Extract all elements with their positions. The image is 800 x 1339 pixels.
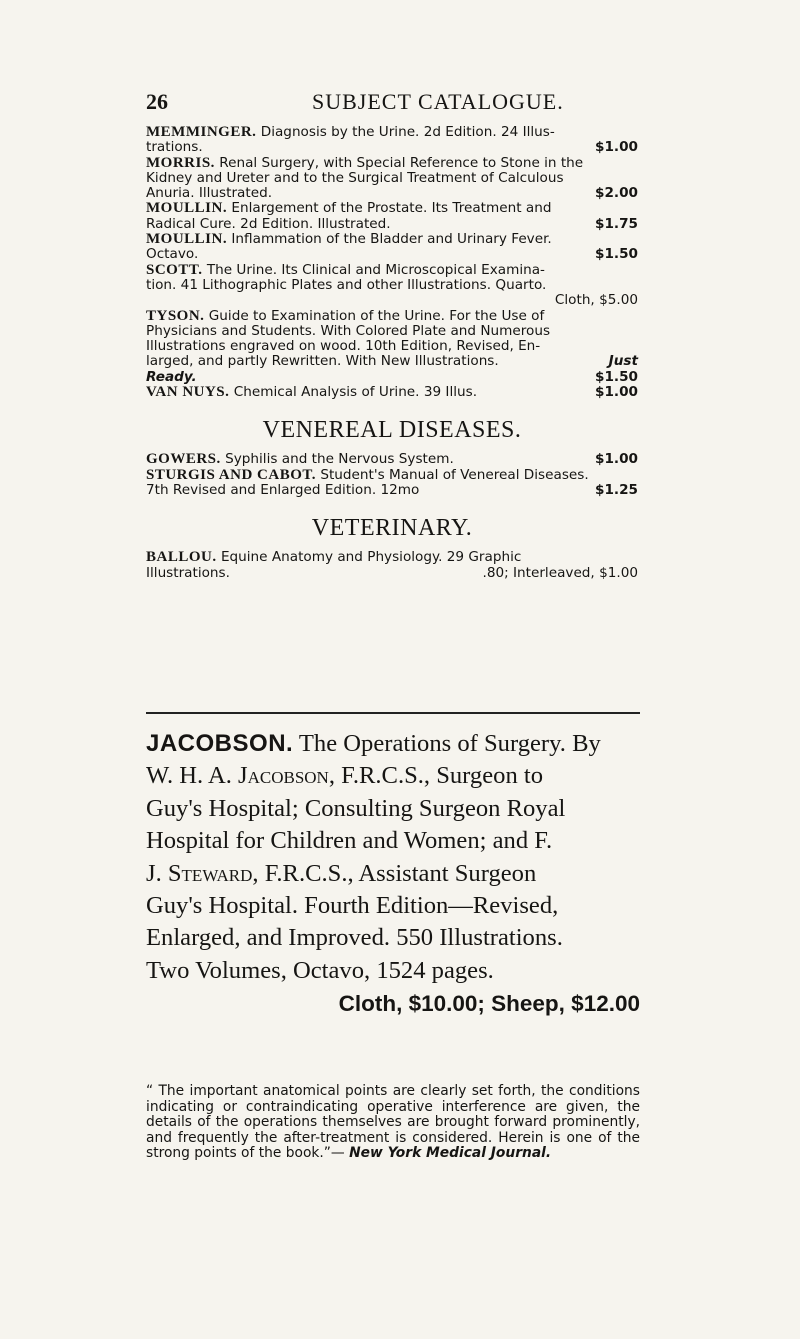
feature-author: JACOBSON. bbox=[146, 730, 294, 757]
featured-entry bbox=[146, 728, 640, 1021]
entry-text-cont: 7th Revised and Enlarged Edition. 12mo bbox=[146, 481, 420, 498]
entry-text-cont: Illustrations. bbox=[146, 564, 230, 581]
feature-line: W. H. A. bbox=[146, 762, 239, 790]
entry-text: Chemical Analysis of Urine. 39 Illus. bbox=[233, 384, 478, 401]
entry-price: $1.75 bbox=[595, 215, 638, 232]
divider-rule bbox=[146, 712, 640, 714]
quote-source: New York Medical Journal. bbox=[349, 1145, 552, 1162]
list-item bbox=[146, 156, 638, 202]
entry-text-cont: larged, and partly Rewritten. With New Illustrations. bbox=[146, 353, 499, 370]
catalogue-entries bbox=[146, 125, 638, 581]
entry-text: Student's Manual of Venereal Diseases. bbox=[320, 466, 589, 483]
feature-line: Enlarged, and Improved. 550 Illustrations. bbox=[146, 924, 563, 952]
entry-price: Cloth, $5.00 bbox=[554, 292, 638, 309]
entry-text-cont: Illustrations engraved on wood. 10th Edition, Revised, En- bbox=[146, 338, 541, 355]
feature-line: Guy's Hospital. Fourth Edition—Revised, bbox=[146, 892, 559, 920]
entry-text-cont: Anuria. Illustrated. bbox=[146, 185, 273, 202]
feature-prices: Cloth, $10.00; Sheep, $12.00 bbox=[338, 991, 640, 1017]
entry-author: BALLOU. bbox=[146, 549, 217, 566]
entry-text-cont: tion. 41 Lithographic Plates and other Illustrations. Quarto. bbox=[146, 276, 547, 293]
entry-price: $2.00 bbox=[595, 185, 638, 202]
feature-line: The Operations of Surgery. By bbox=[298, 730, 601, 757]
entry-text-cont: trations. bbox=[146, 139, 203, 156]
entry-price: $1.00 bbox=[595, 384, 638, 401]
entry-text-cont: Kidney and Ureter and to the Surgical Treatment of Calculous bbox=[146, 169, 564, 186]
entry-price: .80; Interleaved, $1.00 bbox=[482, 564, 638, 581]
entry-text: Diagnosis by the Urine. 2d Edition. 24 Illus- bbox=[260, 124, 555, 140]
entry-author: TYSON. bbox=[146, 307, 205, 324]
feature-line: J. bbox=[146, 859, 168, 887]
entry-text: Guide to Examination of the Urine. For the Use of bbox=[208, 307, 545, 324]
entry-author: GOWERS. bbox=[146, 451, 221, 468]
entry-text-cont: Octavo. bbox=[146, 246, 199, 263]
entry-author: MOULLIN. bbox=[146, 231, 228, 248]
entry-author: MORRIS. bbox=[146, 154, 215, 171]
entry-text: Equine Anatomy and Physiology. 29 Graphic bbox=[220, 549, 522, 566]
feature-line: , F.R.C.S., Assistant Surgeon bbox=[252, 859, 537, 887]
entry-price: $1.00 bbox=[595, 139, 638, 156]
entry-text-cont: Radical Cure. 2d Edition. Illustrated. bbox=[146, 215, 391, 232]
review-quote bbox=[146, 1084, 640, 1162]
list-item bbox=[146, 385, 638, 400]
entry-note: Just bbox=[608, 353, 638, 370]
entry-author: MOULLIN. bbox=[146, 200, 228, 217]
entry-price: $1.25 bbox=[595, 481, 638, 498]
quote-text: “ The important anatomical points are clearly set forth, the conditions indicating or contraindicating operative interference are given, the details of the operations themselves are brought forward prominently, and frequently the after-treatment is considered. Herein is one of the strong points of the book.”— bbox=[146, 1083, 640, 1162]
entry-author: STURGIS AND CABOT. bbox=[146, 466, 317, 483]
entry-author: VAN NUYS. bbox=[146, 384, 230, 401]
entry-author: SCOTT. bbox=[146, 261, 203, 278]
list-item bbox=[146, 550, 638, 581]
page-title: SUBJECT CATALOGUE. bbox=[312, 89, 564, 114]
section-heading-venereal: VENEREAL DISEASES. bbox=[262, 417, 522, 444]
feature-line: Two Volumes, Octavo, 1524 pages. bbox=[146, 956, 494, 984]
page-header bbox=[146, 89, 646, 119]
entry-text: Inflammation of the Bladder and Urinary Fever. bbox=[231, 231, 552, 248]
list-item bbox=[146, 232, 638, 263]
entry-text: Enlargement of the Prostate. Its Treatment and bbox=[231, 200, 552, 217]
entry-text: Renal Surgery, with Special Reference to Stone in the bbox=[219, 154, 584, 171]
list-item bbox=[146, 452, 638, 467]
entry-note: Ready. bbox=[146, 368, 197, 385]
entry-author: MEMMINGER. bbox=[146, 124, 257, 140]
list-item bbox=[146, 263, 638, 309]
entry-text: Syphilis and the Nervous System. bbox=[225, 451, 454, 468]
list-item bbox=[146, 125, 638, 156]
feature-line: Guy's Hospital; Consulting Surgeon Royal bbox=[146, 794, 566, 822]
feature-line: Hospital for Children and Women; and F. bbox=[146, 827, 553, 855]
feature-line: , F.R.C.S., Surgeon to bbox=[328, 762, 544, 790]
entry-price: $1.50 bbox=[595, 246, 638, 263]
entry-text: The Urine. Its Clinical and Microscopical Examina- bbox=[206, 261, 545, 278]
list-item bbox=[146, 201, 638, 232]
feature-line: Steward bbox=[167, 859, 253, 887]
entry-price: $1.50 bbox=[595, 368, 638, 385]
section-heading-veterinary: VETERINARY. bbox=[311, 515, 473, 542]
page-number: 26 bbox=[146, 89, 168, 114]
feature-line: Jacobson bbox=[238, 762, 329, 790]
list-item bbox=[146, 309, 638, 385]
entry-price: $1.00 bbox=[595, 451, 638, 468]
entry-text-cont: Physicians and Students. With Colored Plate and Numerous bbox=[146, 322, 551, 339]
list-item bbox=[146, 468, 638, 499]
